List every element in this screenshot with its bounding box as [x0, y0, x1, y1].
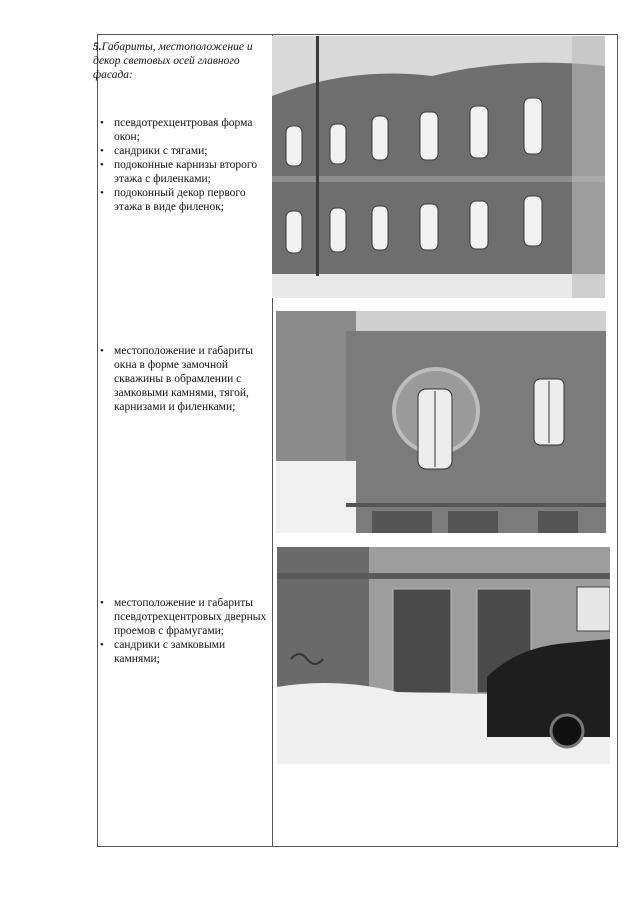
- section-heading-text: Габариты, местоположение и декор световых осей главного фасада:: [93, 41, 253, 81]
- list-item: • псевдотрехцентровая форма окон;: [97, 116, 267, 144]
- list-item: • местоположение и габариты окна в форме замочной скважины в обрамлении с замковыми камнями, тягой, карнизами и филенками;: [97, 344, 267, 414]
- doorways-photo-drawing: [277, 547, 610, 764]
- facade-photo: [272, 36, 605, 298]
- section-number: 5.: [93, 41, 102, 53]
- doorways-photo: [277, 547, 610, 764]
- list-item: • подоконные карнизы второго этажа с филенками;: [97, 158, 267, 186]
- feature-list-3: [97, 596, 267, 666]
- list-item: • местоположение и габариты псевдотрехцентровых дверных проемов с фрамугами;: [97, 596, 267, 638]
- list-item: • сандрики с тягами;: [97, 144, 267, 158]
- feature-list-2: [97, 344, 267, 414]
- keyhole-window-photo-drawing: [276, 311, 606, 533]
- list-item: • подоконный декор первого этажа в виде филенок;: [97, 186, 267, 214]
- facade-photo-drawing: [272, 36, 605, 298]
- feature-list-1: [97, 116, 267, 214]
- section-heading: [93, 40, 263, 82]
- keyhole-window-photo: [276, 311, 606, 533]
- list-item: • сандрики с замковыми камнями;: [97, 638, 267, 666]
